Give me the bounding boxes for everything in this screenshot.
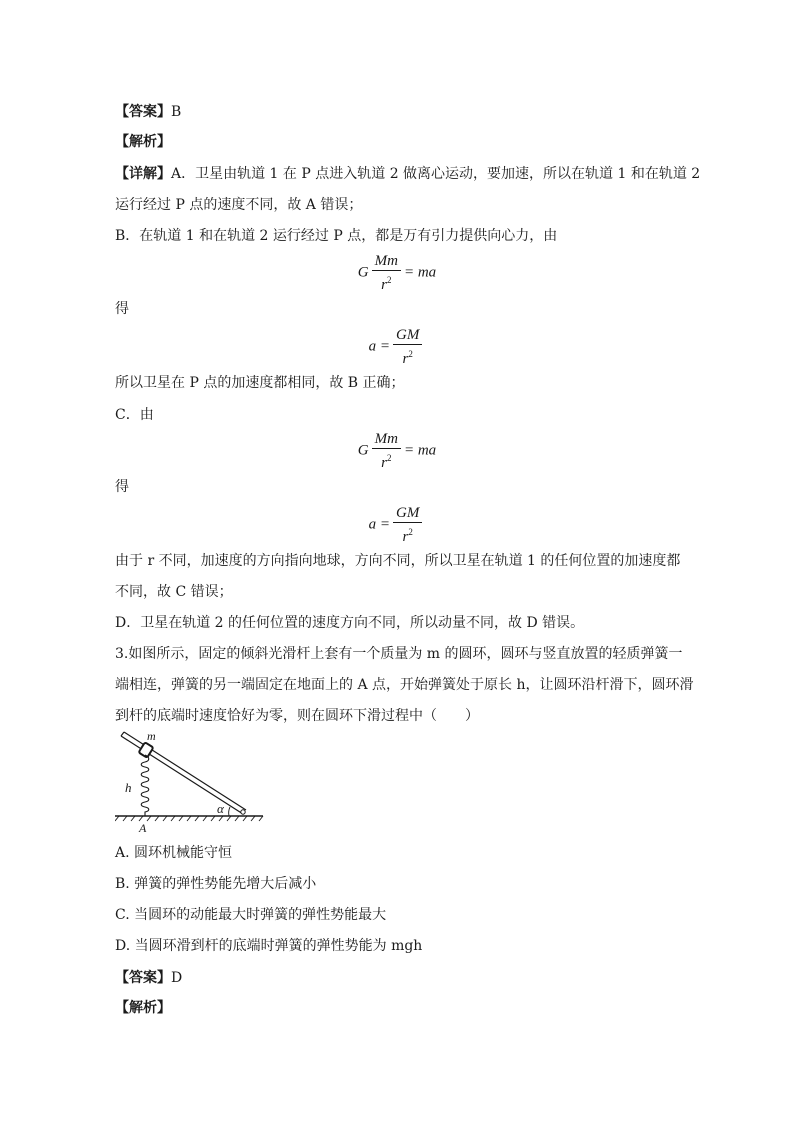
option-b-text-1: B．在轨道 1 和在轨道 2 运行经过 P 点，都是万有引力提供向心力，由 — [115, 228, 558, 244]
question-3-stem-2: 端相连，弹簧的另一端固定在地面上的 A 点，开始弹簧处于原长 h，让圆环沿杆滑下，圆环滑 — [115, 677, 694, 693]
option-c: C. 当圆环的动能最大时弹簧的弹性势能最大 — [115, 907, 387, 923]
incline-spring-figure — [115, 730, 275, 838]
spring — [141, 755, 149, 816]
fraction: $\frac{GM}{r^2}$ — [393, 326, 422, 368]
de-text-1: 得 — [115, 301, 129, 317]
fraction: $\frac{Mm}{r^2}$ — [372, 252, 401, 294]
question-3-stem-1: 3.如图所示，固定的倾斜光滑杆上套有一个质量为 m 的圆环，圆环与竖直放置的轻质弹簧一 — [115, 646, 683, 662]
option-a-text-1: A．卫星由轨道 1 在 P 点进入轨道 2 做离心运动，要加速，所以在轨道 1 和在轨道 2 — [171, 166, 701, 182]
answer-line-3 — [115, 968, 182, 988]
option-b-text-2: 所以卫星在 P 点的加速度都相同，故 B 正确； — [115, 375, 405, 391]
angle-arc — [229, 807, 230, 816]
incline-rod — [121, 732, 246, 814]
option-d: D. 当圆环滑到杆的底端时弹簧的弹性势能为 mgh — [115, 938, 423, 954]
detail-tag: 【详解】 — [115, 166, 171, 182]
label-alpha: α — [217, 801, 224, 816]
answer-value: B — [171, 104, 182, 120]
equation-accel-1: a = $\frac{GM}{r^2}$ — [0, 326, 794, 368]
option-b: B. 弹簧的弹性势能先增大后减小 — [115, 876, 317, 892]
analysis-tag: 【解析】 — [115, 134, 171, 150]
fraction: $\frac{GM}{r^2}$ — [393, 504, 422, 546]
ground — [115, 816, 263, 821]
equation-accel-2: a = $\frac{GM}{r^2}$ — [0, 504, 794, 546]
detail-line-a1 — [115, 164, 700, 184]
question-3-stem-3: 到杆的底端时速度恰好为零，则在圆环下滑过程中（ ） — [115, 708, 479, 724]
option-d-text: D．卫星在轨道 2 的任何位置的速度方向不同，所以动量不同，故 D 错误。 — [115, 615, 585, 631]
option-c-text-3: 不同，故 C 错误； — [115, 584, 233, 600]
equation-gravity-2: G $\frac{Mm}{r^2}$ = ma — [357, 431, 437, 471]
de-text-2: 得 — [115, 479, 129, 495]
option-c-text-2: 由于 r 不同，加速度的方向指向地球，方向不同，所以卫星在轨道 1 的任何位置的加速度都 — [115, 553, 681, 569]
answer-value-3: D — [171, 970, 183, 986]
label-m: m — [147, 730, 156, 743]
fraction: $\frac{Mm}{r^2}$ — [372, 430, 401, 472]
analysis-tag-3: 【解析】 — [115, 1000, 171, 1016]
answer-tag-3: 【答案】 — [115, 970, 171, 986]
option-c-text-1: C．由 — [115, 407, 154, 423]
label-h: h — [125, 780, 132, 795]
label-A: A — [139, 821, 147, 835]
equation-gravity-1: G $\frac{Mm}{r^2}$ = ma — [357, 253, 437, 293]
option-a-text-2: 运行经过 P 点的速度不同，故 A 错误； — [115, 197, 363, 213]
answer-line — [115, 102, 181, 122]
option-a: A. 圆环机械能守恒 — [115, 845, 233, 861]
answer-tag: 【答案】 — [115, 104, 171, 120]
